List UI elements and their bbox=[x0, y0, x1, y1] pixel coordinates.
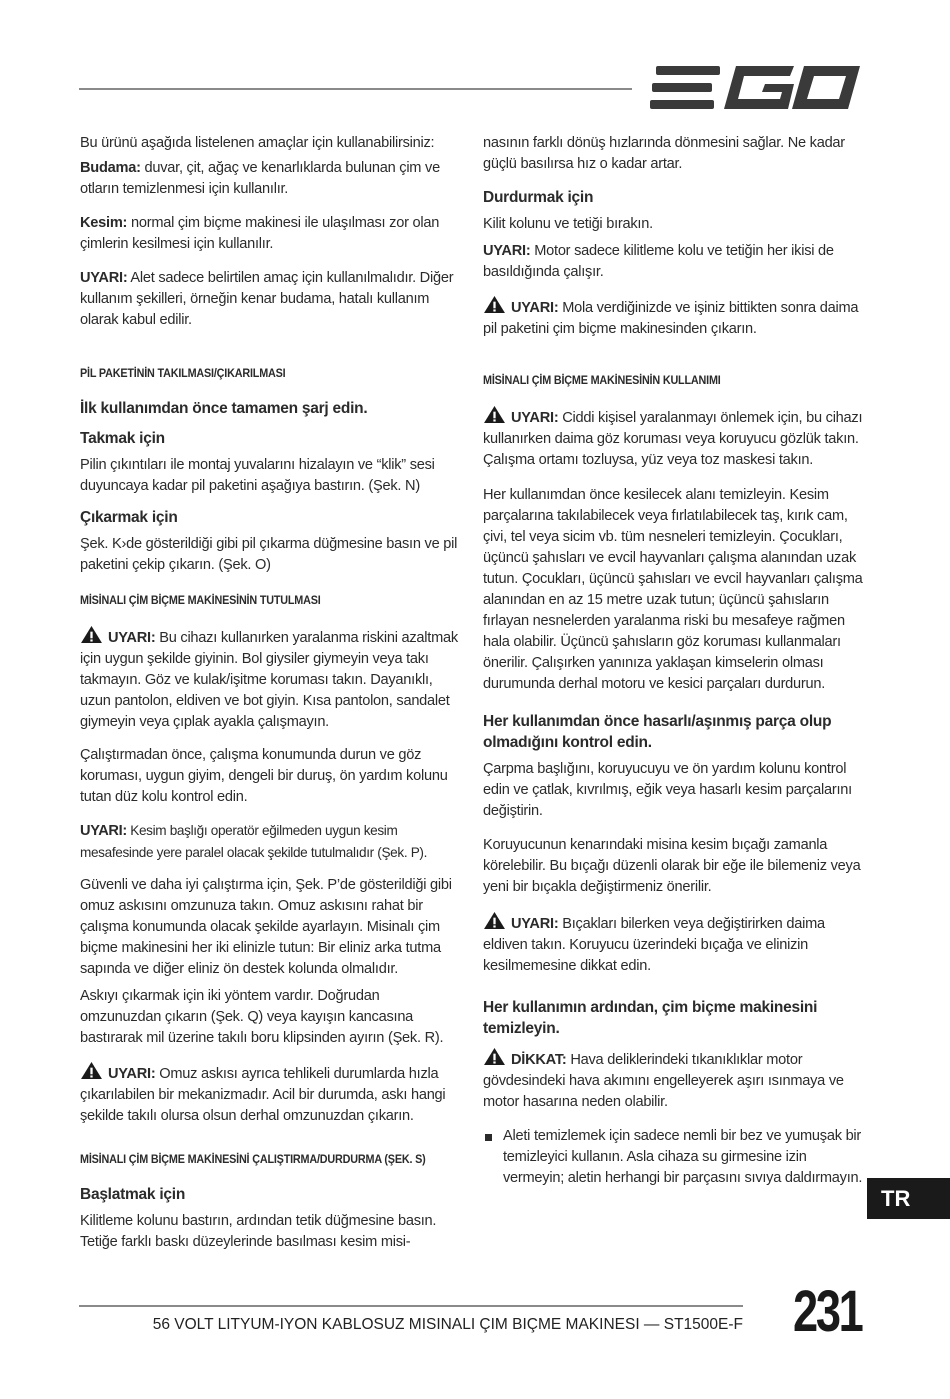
warning-paragraph bbox=[483, 405, 867, 471]
paragraph: Kilitleme kolunu bastırın, ardından tetik düğmesine basın. Tetiğe farklı baskı düzeylerinde basılması kesim misi- bbox=[80, 1213, 437, 1250]
ego-logo bbox=[650, 62, 862, 114]
intro-text: Bu ürünü aşağıda listelenen amaçlar için kullanabilirsiniz: bbox=[80, 135, 435, 151]
budama-paragraph bbox=[80, 158, 464, 200]
warning-label: UYARI: bbox=[511, 300, 559, 316]
charge-heading: İlk kullanımdan önce tamamen şarj edin. bbox=[80, 400, 368, 417]
kesim-text: normal çim biçme makinesi ile ulaşılması zor olan çimlerin kesilmesi için kullanılır. bbox=[80, 215, 440, 252]
subheading: Çıkarmak için bbox=[80, 509, 178, 526]
section-heading: PİL PAKETİNİN TAKILMASI/ÇIKARILMASI bbox=[80, 366, 286, 380]
warning-text: Motor sadece kilitleme kolu ve tetiğin her ikisi de basıldığında çalışır. bbox=[483, 243, 834, 280]
paragraph: Çarpma başlığını, koruyucuyu ve ön yardım kolunu kontrol edin ve çatlak, kıvrılmış, eğik veya hasarlı kesim parçalarını değiştirin. bbox=[483, 761, 852, 819]
paragraph: nasının farklı dönüş hızlarında dönmesini sağlar. Ne kadar güçlü basılırsa hız o kadar artar. bbox=[483, 135, 845, 172]
paragraph: Şek. K›de gösterildiği gibi pil çıkarma düğmesine basın ve pil paketini çekip çıkarın. (Şek. O) bbox=[80, 536, 458, 573]
warning-icon bbox=[483, 295, 506, 314]
subheading: Başlatmak için bbox=[80, 1186, 186, 1203]
warning-text: Ciddi kişisel yaralanmayı önlemek için, bu cihazı kullanırken daima göz koruması veya koruyucu gözlük takın. Çalışma ortamı tozluysa, yüz veya toz maskesi takın. bbox=[483, 410, 863, 468]
warning-paragraph bbox=[80, 1061, 464, 1127]
warning-text: Alet sadece belirtilen amaç için kullanılmalıdır. Diğer kullanım şekilleri, örneğin kenar budama, hatalı kullanım olarak kabul edilir. bbox=[80, 270, 454, 328]
warning-icon bbox=[483, 911, 506, 930]
warning-label: UYARI: bbox=[108, 630, 156, 646]
kesim-paragraph bbox=[80, 213, 464, 255]
warning-paragraph bbox=[80, 820, 464, 863]
warning-paragraph bbox=[483, 241, 867, 283]
language-tab: TR bbox=[867, 1178, 950, 1219]
header-rule bbox=[79, 88, 632, 90]
left-column bbox=[80, 133, 464, 1263]
budama-label: Budama: bbox=[80, 160, 141, 176]
section-heading: MİSİNALI ÇİM BİÇME MAKİNESİNİN TUTULMASI bbox=[80, 593, 321, 607]
warning-text: Omuz askısı ayrıca tehlikeli durumlarda hızla çıkarılabilen bir mekanizmadır. Acil bir durumda, askı hangi şekilde takılı olursa olsun derhal omzunuzdan çıkarın. bbox=[80, 1066, 446, 1124]
list-item: Aleti temizlemek için sadece nemli bir bez ve yumuşak bir temizleyici kullanın. Asla cihaza su girmesine izin vermeyin; aletin herhangi bir parçasını sıvıya daldırmayın. bbox=[483, 1126, 867, 1189]
paragraph: Askıyı çıkarmak için iki yöntem vardır. Doğrudan omzunuzdan çıkarın (Şek. Q) veya kayışın kancasına bastırarak mil üzerine takılı boru klipsinden ayırın (Şek. R). bbox=[80, 988, 444, 1046]
paragraph: Kilit kolunu ve tetiği bırakın. bbox=[483, 216, 653, 232]
caution-paragraph bbox=[483, 1047, 867, 1113]
paragraph: Güvenli ve daha iyi çalıştırma için, Şek. P’de gösterildiği gibi omuz askısını omzunuza takın. Omuz askısını rahat bir çalışma konumunda olacak şekilde ayarlayın. Misinalı çim biçme makinesini her iki elinizle tutun: Bir eliniz arka tutma sapında ve diğer eliniz ön destek kolunda olmalıdır. bbox=[80, 877, 452, 977]
warning-label: UYARI: bbox=[80, 270, 128, 286]
footer-title: 56 VOLT LITYUM-IYON KABLOSUZ MISINALI ÇIM BIÇME MAKINESI — ST1500E-F bbox=[152, 1316, 743, 1333]
paragraph: Koruyucunun kenarındaki misina kesim bıçağı zamanla körelebilir. Bu bıçağı düzenli olarak bir eğe ile bilemeniz veya yeni bir bıçakla değiştirmeniz önerilir. bbox=[483, 837, 861, 895]
warning-paragraph bbox=[483, 295, 867, 340]
warning-label: UYARI: bbox=[511, 916, 559, 932]
budama-text: duvar, çit, ağaç ve kenarlıklarda bulunan çim ve otların temizlenmesi için kullanılır. bbox=[80, 160, 440, 197]
subheading: Takmak için bbox=[80, 430, 165, 447]
paragraph: Her kullanımdan önce kesilecek alanı temizleyin. Kesim parçalarına takılabilecek veya fırlatılabilecek taş, kırık cam, çivi, tel veya sicim vb. tüm nesneleri temizleyin. Çocukları, üçüncü şahısları ve evcil hayvanları çalışma alanından uzak tutun. Çocukları, üçüncü şahısları ve evcil hayvanları çalışma alanından en az 15 metre uzak tutun; üçüncü şahısların fırlayan nesnelerden yaralanma riski bu mesafeye rağmen hala olabilir. Üçüncü şahısların göz koruması kullanmaları önerilir. Çalışırken yanınıza yaklaşan kimselerin olması durumunda derhal motoru ve kesici parçaları durdurun. bbox=[483, 487, 863, 692]
footer-rule bbox=[79, 1305, 743, 1307]
page-number: 231 bbox=[793, 1279, 862, 1344]
warning-paragraph bbox=[483, 911, 867, 977]
warning-label: UYARI: bbox=[483, 243, 531, 259]
warning-label: UYARI: bbox=[511, 410, 559, 426]
subheading: Durdurmak için bbox=[483, 189, 594, 206]
paragraph: Pilin çıkıntıları ile montaj yuvalarını hizalayın ve “klik” sesi duyuncaya kadar pil paketini aşağıya bastırın. (Şek. N) bbox=[80, 457, 435, 494]
subheading: Her kullanımın ardından, çim biçme makinesini temizleyin. bbox=[483, 999, 818, 1037]
warning-text: Bıçakları bilerken veya değiştirirken daima eldiven takın. Koruyucu üzerindeki bıçağa ve elinizin kesilmemesine dikkat edin. bbox=[483, 916, 825, 974]
warning-label: UYARI: bbox=[108, 1066, 156, 1082]
warning-label: UYARI: bbox=[80, 823, 127, 839]
warning-text: Mola verdiğinizde ve işiniz bittikten sonra daima pil paketini çim biçme makinesinden çıkarın. bbox=[483, 300, 859, 337]
warning-text: Kesim başlığı operatör eğilmeden uygun kesim mesafesinde yere paralel olacak şekilde tutulmalıdır (Şek. P). bbox=[80, 823, 428, 860]
subheading: Her kullanımdan önce hasarlı/aşınmış parça olup olmadığını kontrol edin. bbox=[483, 713, 832, 751]
paragraph: Çalıştırmadan önce, çalışma konumunda durun ve göz koruması, uygun giyim, dengeli bir duruş, ön yardım kolunu tutan düz kolu kontrol edin. bbox=[80, 747, 448, 805]
caution-text: Hava deliklerindeki tıkanıklıklar motor gövdesindeki hava akımını engelleyerek aşırı ısınmaya ve motor hasarına neden olabilir. bbox=[483, 1052, 844, 1110]
warning-paragraph bbox=[80, 268, 464, 331]
bullet-list bbox=[483, 1126, 867, 1189]
warning-icon bbox=[80, 625, 103, 644]
warning-icon bbox=[483, 1047, 506, 1066]
warning-paragraph bbox=[80, 625, 464, 733]
warning-icon bbox=[483, 405, 506, 424]
section-heading: MİSİNALI ÇİM BİÇME MAKİNESİNİN KULLANIMI bbox=[483, 373, 721, 387]
warning-text: Bu cihazı kullanırken yaralanma riskini azaltmak için uygun şekilde giyinin. Bol giysiler giymeyin veya takı takmayın. Göz ve kulak/işitme koruması takın. Dayanıklı, uzun pantolon, eldiven ve bot giyin. Kısa pantolon, sandalet giymeyin veya çıplak ayakla çalışmayın. bbox=[80, 630, 458, 730]
section-heading: MİSİNALI ÇİM BİÇME MAKİNESİNİ ÇALIŞTIRMA/DURDURMA (ŞEK. S) bbox=[80, 1152, 426, 1166]
warning-icon bbox=[80, 1061, 103, 1080]
caution-label: DİKKAT: bbox=[511, 1052, 567, 1068]
right-column bbox=[483, 133, 867, 1189]
kesim-label: Kesim: bbox=[80, 215, 128, 231]
